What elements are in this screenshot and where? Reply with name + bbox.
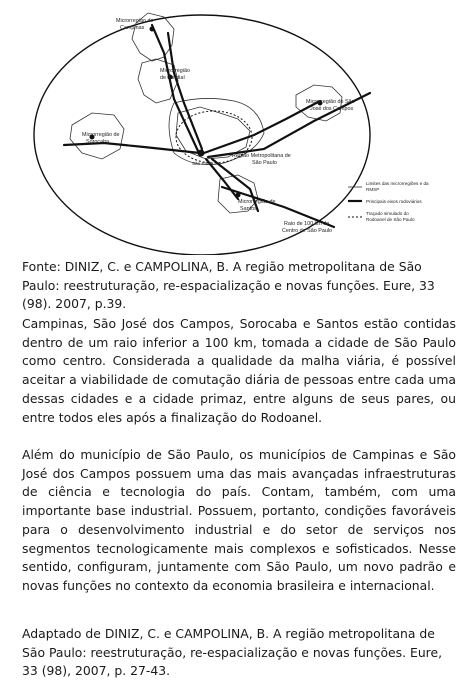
adapted-citation: Adaptado de DINIZ, C. e CAMPOLINA, B. A região metropolitana de São Paulo: reestruturação, re-espacialização e novas funções. Eure, 33 (98), 2007, p. 27-43. [22,626,443,679]
highways [64,25,370,227]
map-source-caption: Fonte: DINIZ, C. e CAMPOLINA, B. A região metropolitana de São Paulo: reestruturação, re-espacialização e novas funções. Eure, 33 (98). 2007, p.39. [22,259,435,312]
svg-text:Limites das microrregiões e da [366,181,430,192]
legend-item-3-line-1: Traçado simulado do [366,211,409,216]
metropolitan-map [24,3,450,255]
legend-item-1-line-1: Limites das microrregiões e da [366,181,429,186]
legend-item-1-line-2: RMSP [366,187,380,192]
svg-text:Microrregião de Campinas [116,18,155,31]
svg-text:Traçado simulado do Rodo [366,211,415,222]
label-campinas-2: Campinas [120,25,145,31]
campinas-point [150,27,155,32]
label-jundiai-1: Microrregião [160,68,190,74]
label-santos-1: Microrregião de [238,199,276,205]
paragraph-2: Além do município de São Paulo, os municípios de Campinas e São José dos Campos possuem uma das mais avançadas infraestruturas de ciência e tecnologia do país. Contam, também, com uma importante base industrial. Possuem, portanto, condições favoráveis para o desenvolvimento industrial e do setor de serviços nos segmentos tecnologicamente mais complexos e sofisticados. Nesse sentido, configuram, juntamente com São Paulo, um novo padrão e novas funções no contexto da economia brasileira e internacional. [22,447,456,593]
label-sjc-2: José dos Campos [310,106,354,112]
label-campinas-1: Microrregião de [116,18,154,24]
label-santos-2: Santos [240,206,257,212]
label-sao-paulo: São Paulo [192,161,214,166]
svg-text:Microrregião de Jundiaí [160,68,191,81]
label-sorocaba-1: Microrregião de [82,132,120,138]
label-sjc-1: Microrregião de São [306,99,355,105]
svg-text:Região Metropolitana de Sã [232,153,292,166]
santos-point [236,193,241,198]
map-legend [348,181,430,222]
paragraph-1: Campinas, São José dos Campos, Sorocaba e Santos estão contidas dentro de um raio inferior a 100 km, tomada a cidade de São Paulo como centro. Considerada a qualidade da malha viária, é possível aceitar a viabilidade de comutação diária de pessoas entre cada uma dessas cidades e a cidade primaz, entre alguns de seus pares, ou entre todos eles após a finalização do Rodoanel. [22,316,456,425]
microregion-boundaries [70,13,342,213]
legend-item-2: Principais eixos rodoviários [366,199,422,204]
sao-paulo-point [198,150,205,157]
label-radius-1: Raio de 100 km do [284,221,330,227]
label-sorocaba-2: Sorocaba [86,139,110,145]
legend-item-3-line-2: Rodoanel de São Paulo [366,217,415,222]
svg-text:Microrregião de São José d [306,99,356,112]
label-jundiai-2: de Jundiaí [160,75,185,81]
label-rmsp-1: Região Metropolitana de [232,153,291,159]
label-rmsp-2: São Paulo [252,160,277,166]
label-radius-2: Centro de São Paulo [282,228,333,234]
svg-text:Raio de 100 km do Centro d [282,221,332,234]
